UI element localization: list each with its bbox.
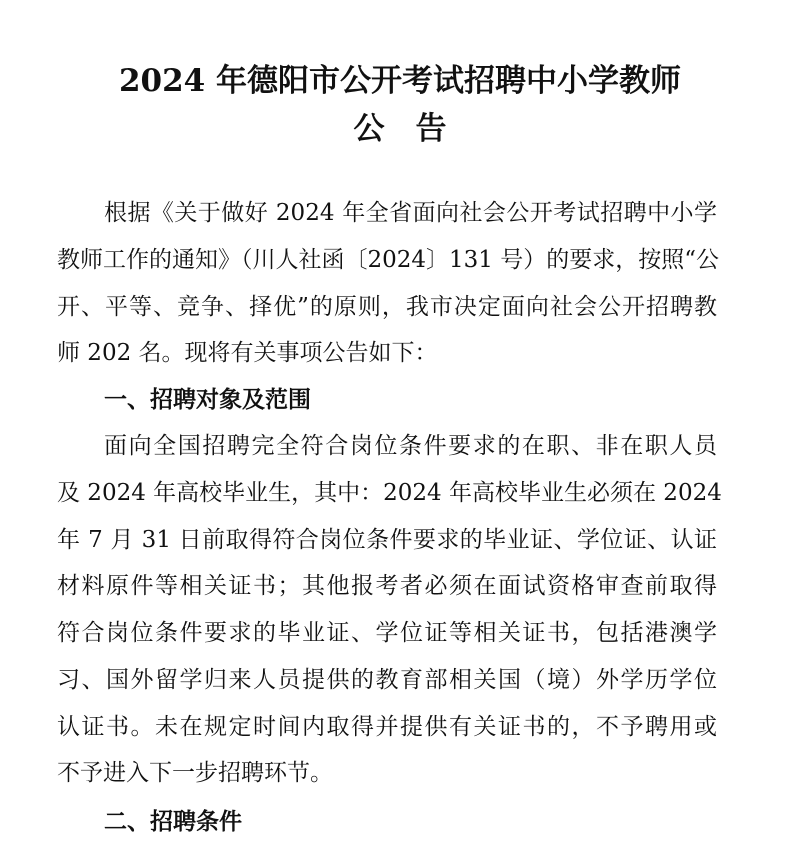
intro-line: 开、平等、竞争、择优”的原则，我市决定面向社会公开招聘教 [57,294,717,320]
intro-line: 教师工作的通知》（川人社函〔2024〕131 号）的要求，按照“公 [57,247,720,273]
section1-line: 认证书。未在规定时间内取得并提供有关证书的，不予聘用或 [57,714,717,740]
document-subtitle: 公 告 [353,111,447,147]
section1-line: 年 7 月 31 日前取得符合岗位条件要求的毕业证、学位证、认证 [57,527,717,553]
section1-line: 符合岗位条件要求的毕业证、学位证等相关证书，包括港澳学 [57,620,717,646]
section-heading-1: 一、招聘对象及范围 [104,386,311,413]
section1-line: 不予进入下一步招聘环节。 [57,760,333,786]
section1-line: 面向全国招聘完全符合岗位条件要求的在职、非在职人员 [104,433,717,459]
section-heading-2: 二、招聘条件 [104,808,242,835]
section1-line: 及 2024 年高校毕业生，其中：2024 年高校毕业生必须在 2024 [57,480,722,506]
intro-line: 根据《关于做好 2024 年全省面向社会公开考试招聘中小学 [104,200,717,226]
intro-line: 师 202 名。现将有关事项公告如下： [57,340,438,366]
document-title: 2024 年德阳市公开考试招聘中小学教师 [118,63,682,99]
section1-line: 习、国外留学归来人员提供的教育部相关国（境）外学历学位 [57,667,717,693]
section1-line: 材料原件等相关证书；其他报考者必须在面试资格审查前取得 [57,573,717,599]
